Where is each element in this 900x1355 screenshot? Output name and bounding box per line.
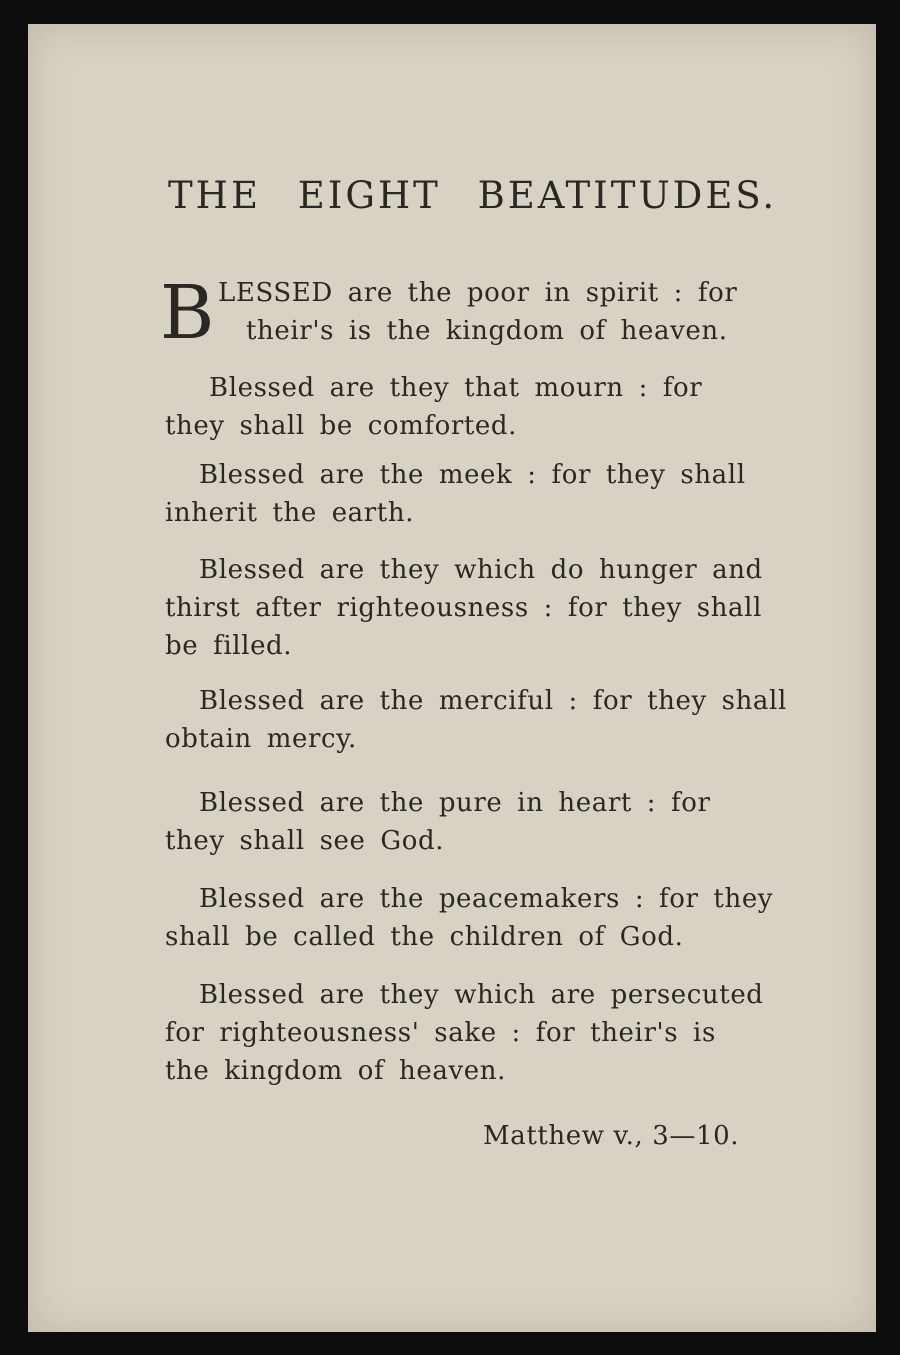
beatitude-3 — [165, 456, 805, 532]
beatitude-6 — [165, 784, 805, 860]
verse-line: shall be called the children of God. — [165, 922, 684, 952]
beatitude-4 — [165, 551, 805, 665]
beatitude-5 — [165, 682, 805, 758]
verse-line: LESSED are the poor in spirit : for — [218, 278, 738, 308]
page-title: THE EIGHT BEATITUDES. — [168, 174, 778, 217]
verse-line: be filled. — [165, 631, 293, 661]
verse-line: Blessed are the meek : for they shall — [199, 460, 746, 490]
verse-line: Blessed are they that mourn : for — [209, 373, 703, 403]
verse-line: Blessed are they which are persecuted — [199, 980, 764, 1010]
verse-line: they shall be comforted. — [165, 411, 518, 441]
scripture-citation: Matthew v., 3—10. — [483, 1121, 740, 1151]
drop-cap: B — [160, 270, 215, 356]
verse-line: Blessed are the peacemakers : for they — [199, 884, 774, 914]
verse-line: for righteousness' sake : for their's is — [165, 1018, 716, 1048]
verse-line: Blessed are the pure in heart : for — [199, 788, 711, 818]
beatitude-8 — [165, 976, 805, 1090]
beatitude-7 — [165, 880, 805, 956]
verse-line: thirst after righteousness : for they shall — [165, 593, 762, 623]
beatitude-1 — [160, 270, 800, 356]
verse-line: their's is the kingdom of heaven. — [246, 316, 728, 346]
prayer-card — [28, 24, 876, 1332]
verse-line: obtain mercy. — [165, 724, 357, 754]
verse-line: Blessed are they which do hunger and — [199, 555, 763, 585]
verse-line: the kingdom of heaven. — [165, 1056, 506, 1086]
verse-line: inherit the earth. — [165, 498, 415, 528]
beatitude-2 — [165, 369, 805, 445]
verse-line: they shall see God. — [165, 826, 445, 856]
verse-line: Blessed are the merciful : for they shall — [199, 686, 787, 716]
